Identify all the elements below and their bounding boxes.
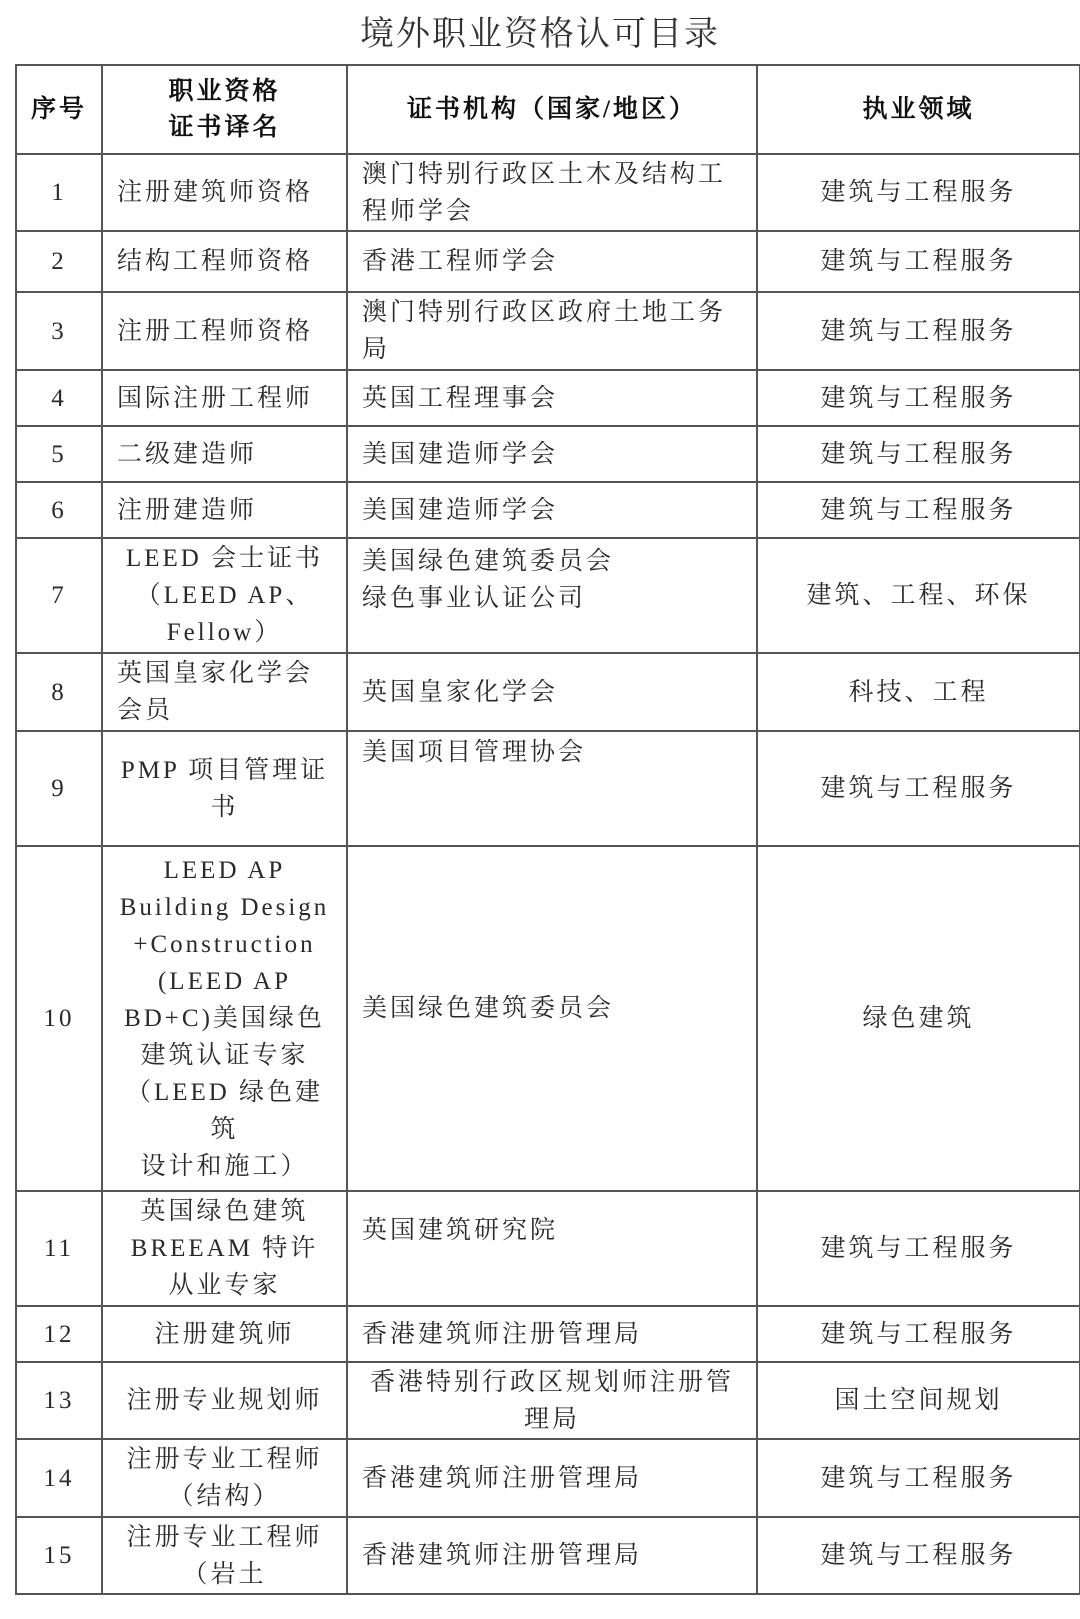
cell-org [347,1517,757,1594]
table-row [16,731,1080,846]
name-line: +Construction [133,931,316,958]
cell-no: 3 [16,292,102,370]
header-name-line2: 证书译名 [168,113,281,141]
cell-org [347,653,757,731]
table-row [16,1191,1080,1306]
org-line: 局 [362,336,391,363]
cell-org [347,426,757,482]
name-line: 注册建造师 [117,496,258,524]
cell-field: 绿色建筑 [757,846,1080,1191]
name-line: LEED AP [163,857,286,884]
name-line: 从业专家 [168,1272,281,1299]
name-line: PMP 项目管理证 [120,756,329,784]
table-row [16,538,1080,653]
name-line: （结构） [168,1483,281,1510]
cell-no: 15 [16,1517,102,1594]
cell-org [347,846,757,1191]
table-header-row [16,65,1080,154]
table-row [16,426,1080,482]
table-row [16,1306,1080,1362]
name-line: 二级建造师 [117,440,258,468]
org-line: 英国建筑研究院 [362,1217,559,1244]
name-line: 书 [210,793,239,821]
cell-name [102,1439,347,1517]
org-line: 香港工程师学会 [362,248,559,275]
name-line: (LEED AP [157,968,292,995]
name-line: （LEED AP、 [135,582,314,609]
name-line: 建筑认证专家 [140,1042,309,1069]
cell-no: 1 [16,154,102,231]
cell-org [347,1306,757,1362]
cell-no: 14 [16,1439,102,1517]
cell-org [347,1191,757,1306]
org-line: 香港特别行政区规划师注册管 [369,1368,734,1396]
org-line: 美国绿色建筑委员会 [362,995,615,1022]
name-line: 国际注册工程师 [117,384,314,412]
cell-field: 建筑与工程服务 [757,231,1080,292]
cell-field: 建筑与工程服务 [757,731,1080,846]
cell-org [347,482,757,538]
org-line: 美国绿色建筑委员会 [362,548,615,575]
cell-name [102,538,347,653]
cell-org [347,731,757,846]
cell-name [102,1517,347,1594]
name-line: Fellow） [166,619,283,646]
cell-field: 建筑与工程服务 [757,426,1080,482]
header-name-line1: 职业资格 [168,77,281,105]
cell-name [102,426,347,482]
name-line: （岩土 [182,1560,267,1588]
document-title: 境外职业资格认可目录 [360,16,720,53]
table-row [16,1517,1080,1594]
table-row [16,370,1080,426]
name-line: Building Design [119,894,330,921]
cell-field: 建筑、工程、环保 [757,538,1080,653]
org-line: 绿色事业认证公司 [362,585,587,612]
cell-field: 建筑与工程服务 [757,1439,1080,1517]
name-line: 英国绿色建筑 [140,1198,309,1225]
org-line: 澳门特别行政区政府土地工务 [362,299,727,326]
cell-no: 8 [16,653,102,731]
name-line: （LEED 绿色建 [125,1079,324,1106]
org-line: 澳门特别行政区土木及结构工 [362,160,727,188]
cell-name [102,653,347,731]
header-no: 序号 [16,65,102,154]
name-line: BD+C)美国绿色 [124,1005,325,1032]
cell-field: 建筑与工程服务 [757,154,1080,231]
cell-org [347,538,757,653]
org-line: 美国项目管理协会 [362,739,587,766]
name-line: 会员 [117,697,174,724]
table-row [16,231,1080,292]
cell-no: 6 [16,482,102,538]
table-row [16,653,1080,731]
name-line: 结构工程师资格 [117,248,314,275]
cell-field: 建筑与工程服务 [757,1191,1080,1306]
cell-no: 9 [16,731,102,846]
cell-no: 13 [16,1362,102,1439]
table-row [16,482,1080,538]
cell-name [102,1191,347,1306]
name-line: 筑 [210,1116,239,1143]
cell-org [347,154,757,231]
org-line: 理局 [523,1405,580,1433]
name-line: 注册建筑师 [154,1320,295,1348]
qualification-table [15,64,1080,1595]
cell-name [102,731,347,846]
cell-no: 7 [16,538,102,653]
cell-no: 10 [16,846,102,1191]
cell-field: 建筑与工程服务 [757,370,1080,426]
table-row [16,154,1080,231]
table-row [16,292,1080,370]
name-line: 注册专业规划师 [126,1387,323,1414]
org-line: 香港建筑师注册管理局 [362,1320,643,1348]
org-line: 香港建筑师注册管理局 [362,1464,643,1492]
cell-name [102,482,347,538]
cell-org [347,231,757,292]
cell-org [347,1439,757,1517]
org-line: 程师学会 [362,197,475,225]
cell-org [347,292,757,370]
cell-field: 建筑与工程服务 [757,482,1080,538]
header-org: 证书机构（国家/地区） [347,65,757,154]
name-line: 注册专业工程师 [126,1446,323,1473]
cell-no: 11 [16,1191,102,1306]
table-row [16,1362,1080,1439]
table-row [16,846,1080,1191]
name-line: 注册建筑师资格 [117,179,314,206]
cell-field: 科技、工程 [757,653,1080,731]
cell-name [102,846,347,1191]
org-line: 美国建造师学会 [362,440,559,468]
name-line: 注册工程师资格 [117,317,314,345]
cell-org [347,370,757,426]
cell-name [102,292,347,370]
org-line: 香港建筑师注册管理局 [362,1542,643,1569]
cell-no: 5 [16,426,102,482]
name-line: 英国皇家化学会 [117,660,314,687]
name-line: LEED 会士证书 [125,545,324,572]
cell-field: 国土空间规划 [757,1362,1080,1439]
cell-field: 建筑与工程服务 [757,1517,1080,1594]
name-line: BREEAM 特许 [130,1235,319,1262]
header-field: 执业领域 [757,65,1080,154]
org-line: 美国建造师学会 [362,496,559,524]
table-row [16,1439,1080,1517]
cell-name [102,1306,347,1362]
org-line: 英国工程理事会 [362,384,559,412]
cell-name [102,231,347,292]
cell-field: 建筑与工程服务 [757,292,1080,370]
cell-no: 2 [16,231,102,292]
cell-org [347,1362,757,1439]
header-name [102,65,347,154]
org-line: 英国皇家化学会 [362,678,559,706]
cell-name [102,154,347,231]
cell-no: 4 [16,370,102,426]
name-line: 设计和施工） [140,1153,309,1180]
name-line: 注册专业工程师 [126,1523,323,1551]
cell-name [102,370,347,426]
cell-no: 12 [16,1306,102,1362]
cell-name [102,1362,347,1439]
cell-field: 建筑与工程服务 [757,1306,1080,1362]
